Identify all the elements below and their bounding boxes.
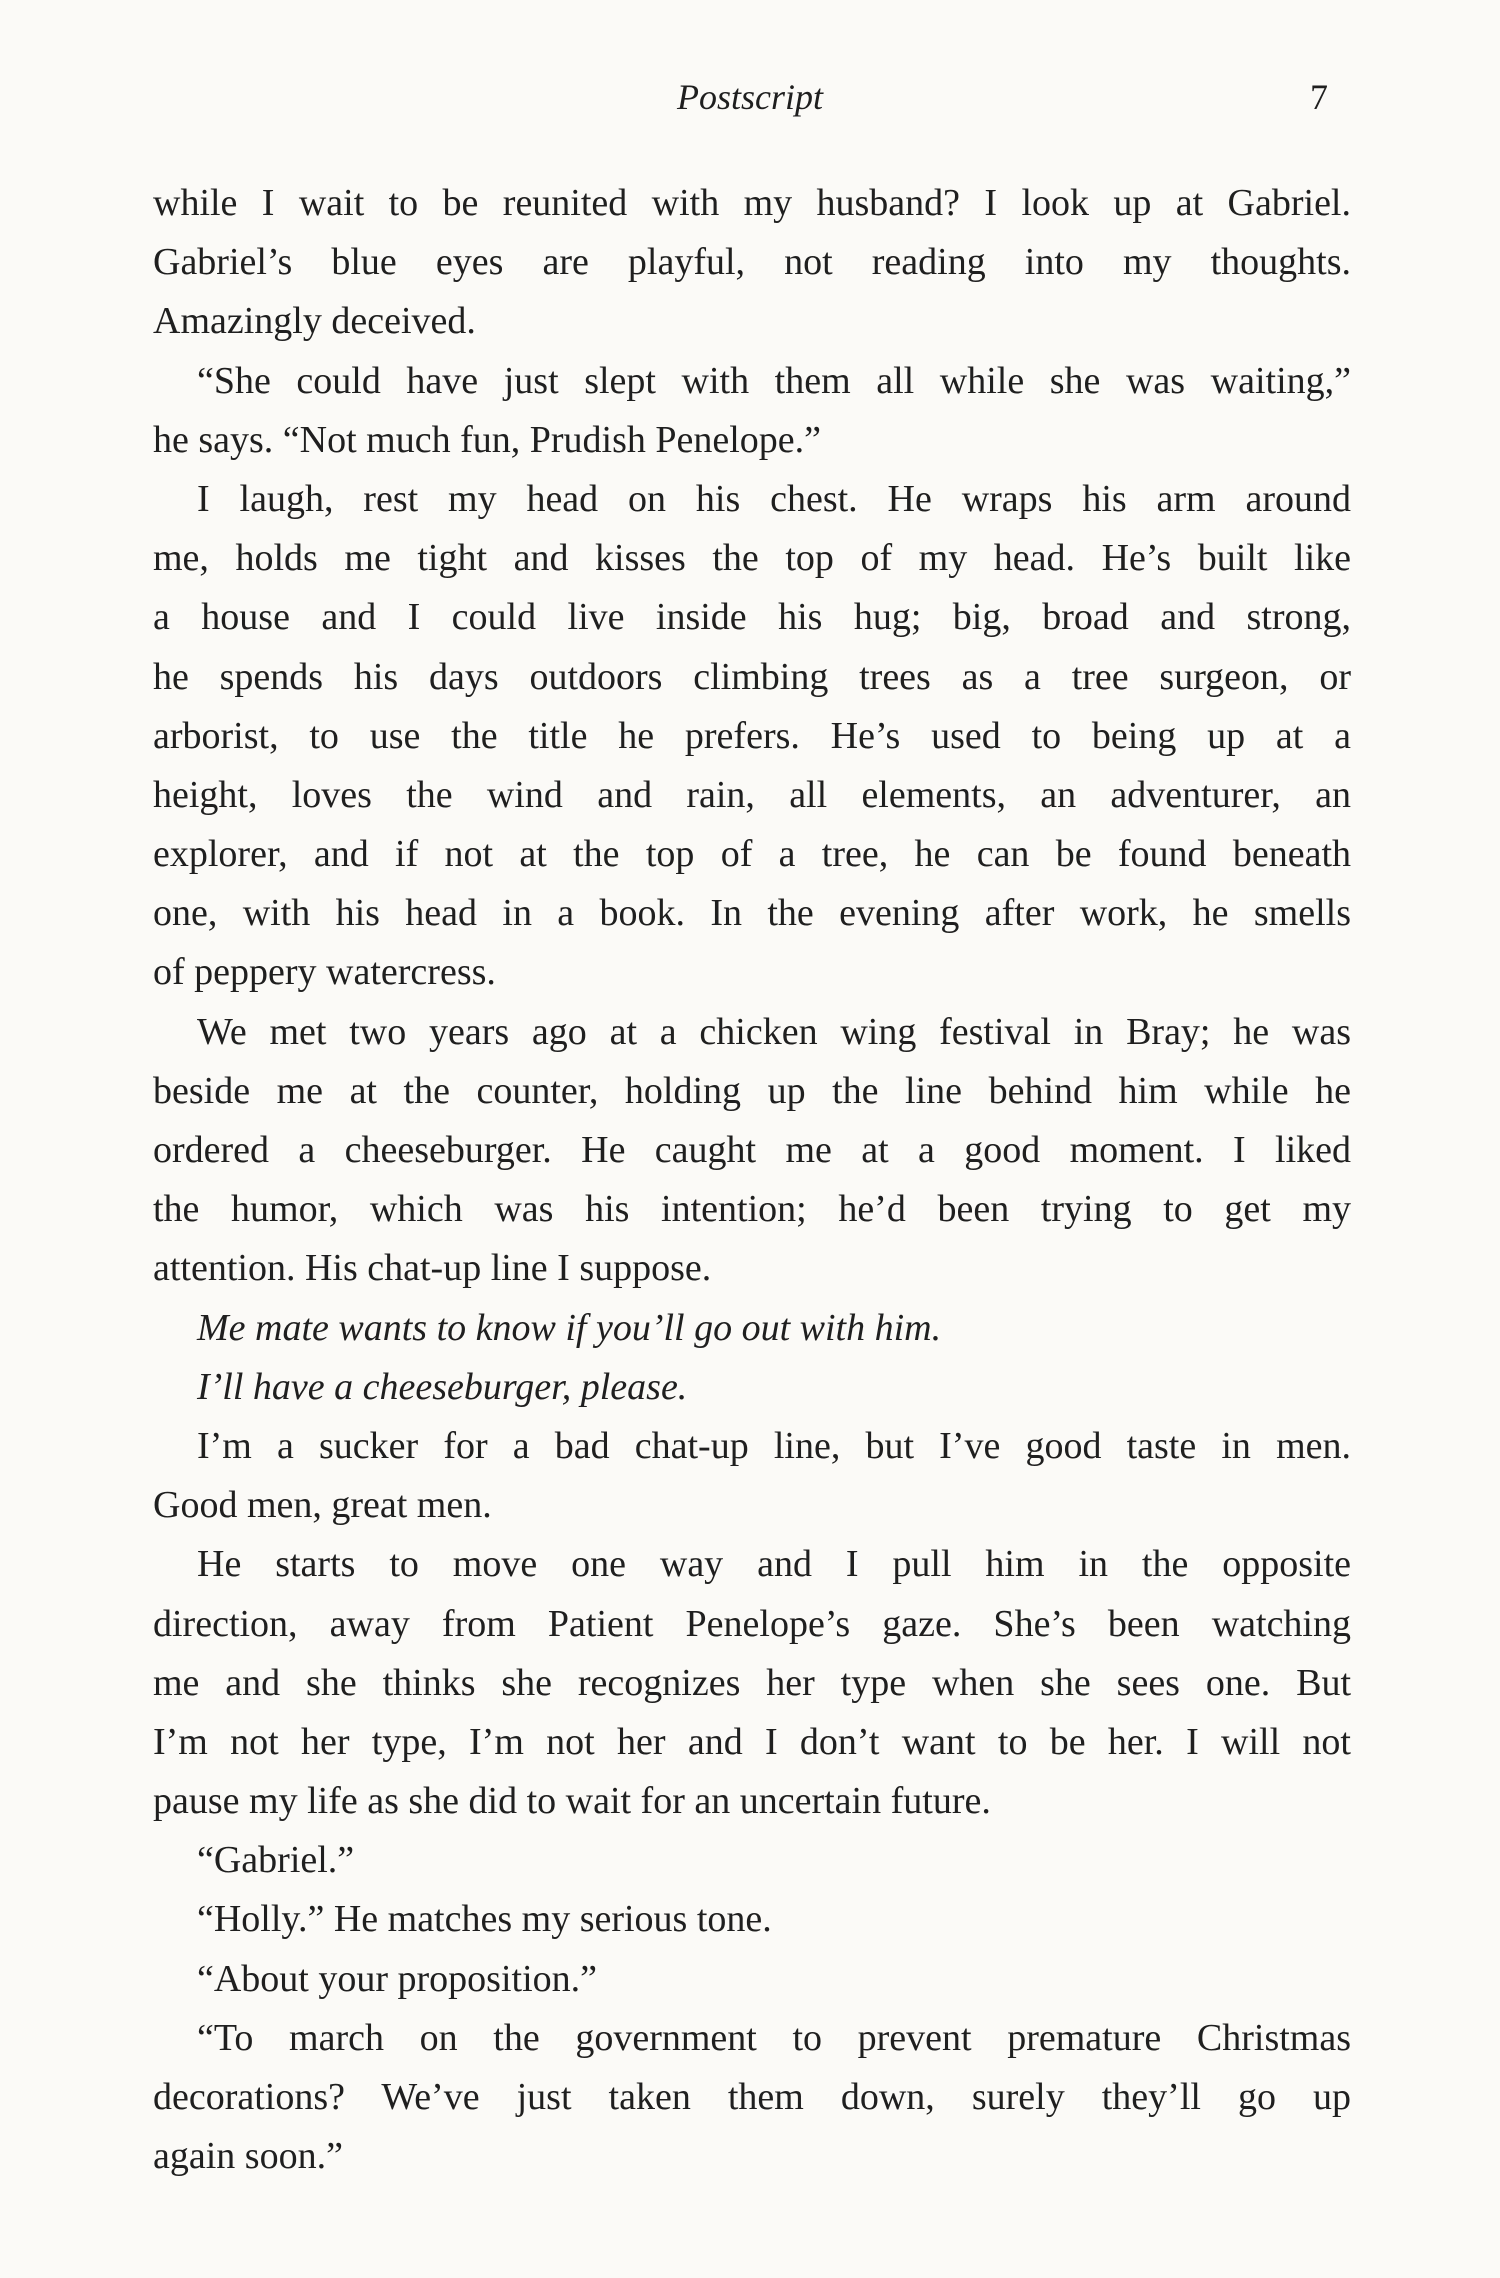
text-line: “Gabriel.” — [197, 1839, 355, 1882]
text-line: he spends his days outdoors climbing trees as a tree surgeon, or — [153, 655, 1351, 698]
text-line: Gabriel’s blue eyes are playful, not reading into my thoughts. — [153, 241, 1351, 284]
text-line: beside me at the counter, holding up the line behind him while he — [153, 1069, 1351, 1112]
text-line: pause my life as she did to wait for an uncertain future. — [153, 1780, 991, 1823]
text-line: “To march on the government to prevent premature Christmas — [197, 2016, 1351, 2059]
text-line: Good men, great men. — [153, 1484, 492, 1527]
text-line: the humor, which was his intention; he’d been trying to get my — [153, 1188, 1351, 1231]
text-line: of peppery watercress. — [153, 951, 496, 994]
text-line: “Holly.” He matches my serious tone. — [197, 1898, 772, 1941]
text-line: I’ll have a cheeseburger, please. — [197, 1365, 688, 1408]
page-number: 7 — [1310, 77, 1328, 117]
text-line: He starts to move one way and I pull him in the opposite — [197, 1543, 1351, 1586]
text-line: Me mate wants to know if you’ll go out with him. — [197, 1306, 942, 1349]
running-title: Postscript — [676, 77, 823, 117]
text-line: ordered a cheeseburger. He caught me at a good moment. I liked — [153, 1129, 1351, 1171]
text-line: me and she thinks she recognizes her type when she sees one. But — [153, 1661, 1351, 1704]
text-line: a house and I could live inside his hug; big, broad and strong, — [153, 596, 1351, 639]
text-line: I’m a sucker for a bad chat-up line, but I’ve good taste in men. — [197, 1424, 1351, 1467]
body-text — [153, 174, 1351, 2186]
text-line: arborist, to use the title he prefers. He’s used to being up at a — [153, 714, 1351, 757]
text-line: “She could have just slept with them all while she was waiting,” — [197, 359, 1351, 402]
text-line: he says. “Not much fun, Prudish Penelope.” — [153, 418, 822, 461]
text-line: I laugh, rest my head on his chest. He wraps his arm around — [197, 477, 1351, 520]
text-line: explorer, and if not at the top of a tree, he can be found beneath — [153, 833, 1351, 876]
text-line: decorations? We’ve just taken them down, surely they’ll go up — [153, 2076, 1351, 2118]
text-line: while I wait to be reunited with my husband? I look up at Gabriel. — [153, 182, 1351, 224]
text-line: height, loves the wind and rain, all elements, an adventurer, an — [153, 773, 1351, 816]
text-line: I’m not her type, I’m not her and I don’t want to be her. I will not — [153, 1720, 1351, 1763]
text-line: attention. His chat-up line I suppose. — [153, 1247, 712, 1290]
text-line: one, with his head in a book. In the evening after work, he smells — [153, 892, 1351, 935]
running-head — [0, 72, 1500, 122]
text-line: “About your proposition.” — [197, 1957, 598, 2000]
text-line: direction, away from Patient Penelope’s gaze. She’s been watching — [153, 1602, 1351, 1645]
text-line: again soon.” — [153, 2135, 343, 2178]
text-line: me, holds me tight and kisses the top of my head. He’s built like — [153, 537, 1351, 580]
text-line: We met two years ago at a chicken wing festival in Bray; he was — [197, 1010, 1351, 1053]
text-line: Amazingly deceived. — [153, 300, 476, 343]
